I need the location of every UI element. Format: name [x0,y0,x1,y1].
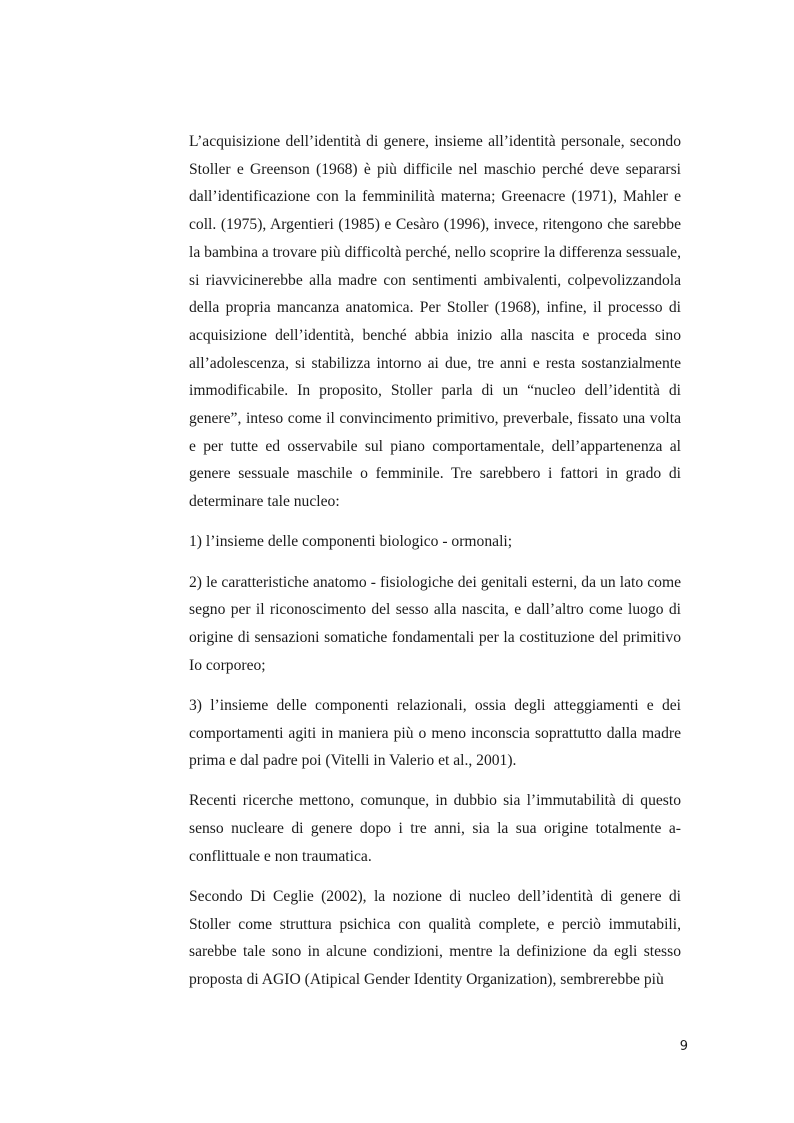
paragraph-recent-research: Recenti ricerche mettono, comunque, in dubbio sia l’immutabilità di questo senso nucleare di genere dopo i tre anni, sia la sua origine totalmente a-conflittuale e non traumatica. [189,792,681,865]
page-number: 9 [679,1039,688,1054]
paragraph-di-ceglie: Secondo Di Ceglie (2002), la nozione di nucleo dell’identità di genere di Stoller come struttura psichica con qualità complete, e perciò immutabili, sarebbe tale sono in alcune condizioni, mentre la definizione da egli stesso proposta di AGIO (Atipical Gender Identity Organization), sembrerebbe più [189,888,681,989]
paragraph-gender-identity-acquisition: L’acquisizione dell’identità di genere, insieme all’identità personale, secondo Stoller e Greenson (1968) è più difficile nel maschio perché deve separarsi dall’identificazione con la femminilità materna; Greenacre (1971), Mahler e coll. (1975), Argentieri (1985) e Cesàro (1996), invece, ritengono che sarebbe la bambina a trovare più difficoltà perché, nello scoprire la differenza sessuale, si riavvicinerebbe alla madre con sentimenti ambivalenti, colpevolizzandola della propria mancanza anatomica. Per Stoller (1968), infine, il processo di acquisizione dell’identità, benché abbia inizio alla nascita e proceda sino all’adolescenza, si stabilizza intorno ai due, tre anni e resta sostanzialmente immodificabile. In proposito, Stoller parla di un “nucleo dell’identità di genere”, inteso come il convincimento primitivo, preverbale, fissato una volta e per tutte ed osservabile sul piano comportamentale, dell’appartenenza al genere sessuale maschile o femminile. Tre sarebbero i fattori in grado di determinare tale nucleo: [189,133,681,511]
body-text [189,128,681,1006]
paragraph-factor-biological: 1) l’insieme delle componenti biologico - ormonali; [189,533,513,551]
paragraph-factor-relational: 3) l’insieme delle componenti relazionali, ossia degli atteggiamenti e dei comportamenti agiti in maniera più o meno inconscia soprattutto dalla madre prima e dal padre poi (Vitelli in Valerio et al., 2001). [189,696,681,770]
paragraph-factor-anatomical: 2) le caratteristiche anatomo - fisiologiche dei genitali esterni, da un lato come segno per il riconoscimento del sesso alla nascita, e dall’altro come luogo di origine di sensazioni somatiche fondamentali per la costituzione del primitivo Io corporeo; [189,573,681,674]
